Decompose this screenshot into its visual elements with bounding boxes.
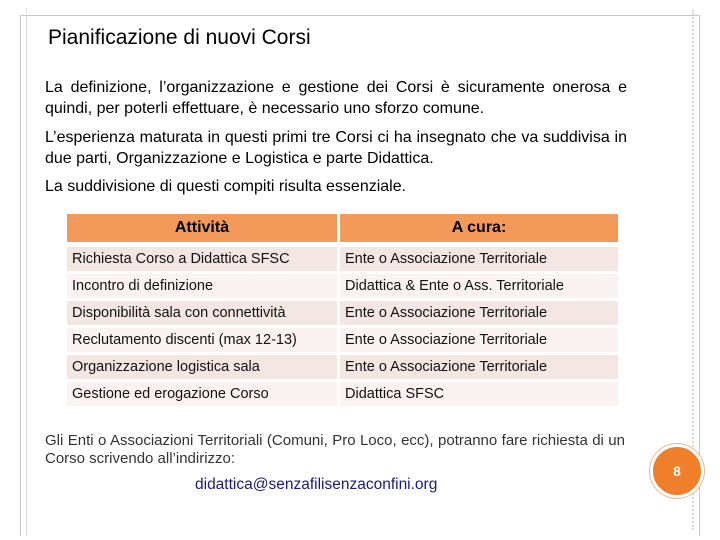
table-row: [67, 382, 618, 406]
table-header-row: [67, 214, 618, 244]
table-cell-responsible: Ente o Associazione Territoriale: [340, 355, 618, 379]
paragraph-1: La definizione, l’organizzazione e gestione dei Corsi è sicuramente onerosa e quindi, per poterli effettuare, è necessario uno sforzo comune.: [45, 79, 627, 117]
table-cell-responsible: Ente o Associazione Territoriale: [340, 301, 618, 325]
table-cell-responsible: Ente o Associazione Territoriale: [340, 247, 618, 271]
table-cell-responsible: Ente o Associazione Territoriale: [340, 328, 618, 352]
table-cell-activity: Incontro di definizione: [67, 274, 337, 298]
tasks-table: [64, 211, 621, 409]
slide-title: Pianificazione di nuovi Corsi: [48, 26, 311, 49]
paragraph-2: L’esperienza maturata in questi primi tre Corsi ci ha insegnato che va suddivisa in due parti, Organizzazione e Logistica e parte Didattica.: [45, 129, 627, 167]
table-cell-activity: Disponibilità sala con connettività: [67, 301, 337, 325]
footer-note: Gli Enti o Associazioni Territoriali (Comuni, Pro Loco, ecc), potranno fare richiesta di un Corso scrivendo all’indirizzo:: [45, 432, 625, 467]
table-cell-activity: Richiesta Corso a Didattica SFSC: [67, 247, 337, 271]
paragraph-3: La suddivisione di questi compiti risulta essenziale.: [45, 178, 407, 195]
table-cell-activity: Reclutamento discenti (max 12-13): [67, 328, 337, 352]
table-row: [67, 274, 618, 298]
table-cell-responsible: Didattica & Ente o Ass. Territoriale: [340, 274, 618, 298]
table-row: [67, 247, 618, 271]
page-number: 8: [673, 463, 681, 479]
table-row: [67, 301, 618, 325]
table-cell-responsible: Didattica SFSC: [340, 382, 618, 406]
table-row: [67, 328, 618, 352]
table-cell-activity: Organizzazione logistica sala: [67, 355, 337, 379]
header-responsible: A cura:: [340, 214, 618, 244]
table-row: [67, 355, 618, 379]
table-cell-activity: Gestione ed erogazione Corso: [67, 382, 337, 406]
page-number-badge: [650, 444, 704, 498]
header-activity: Attività: [67, 214, 337, 244]
contact-email: didattica@senzafilisenzaconfini.org: [195, 476, 438, 493]
